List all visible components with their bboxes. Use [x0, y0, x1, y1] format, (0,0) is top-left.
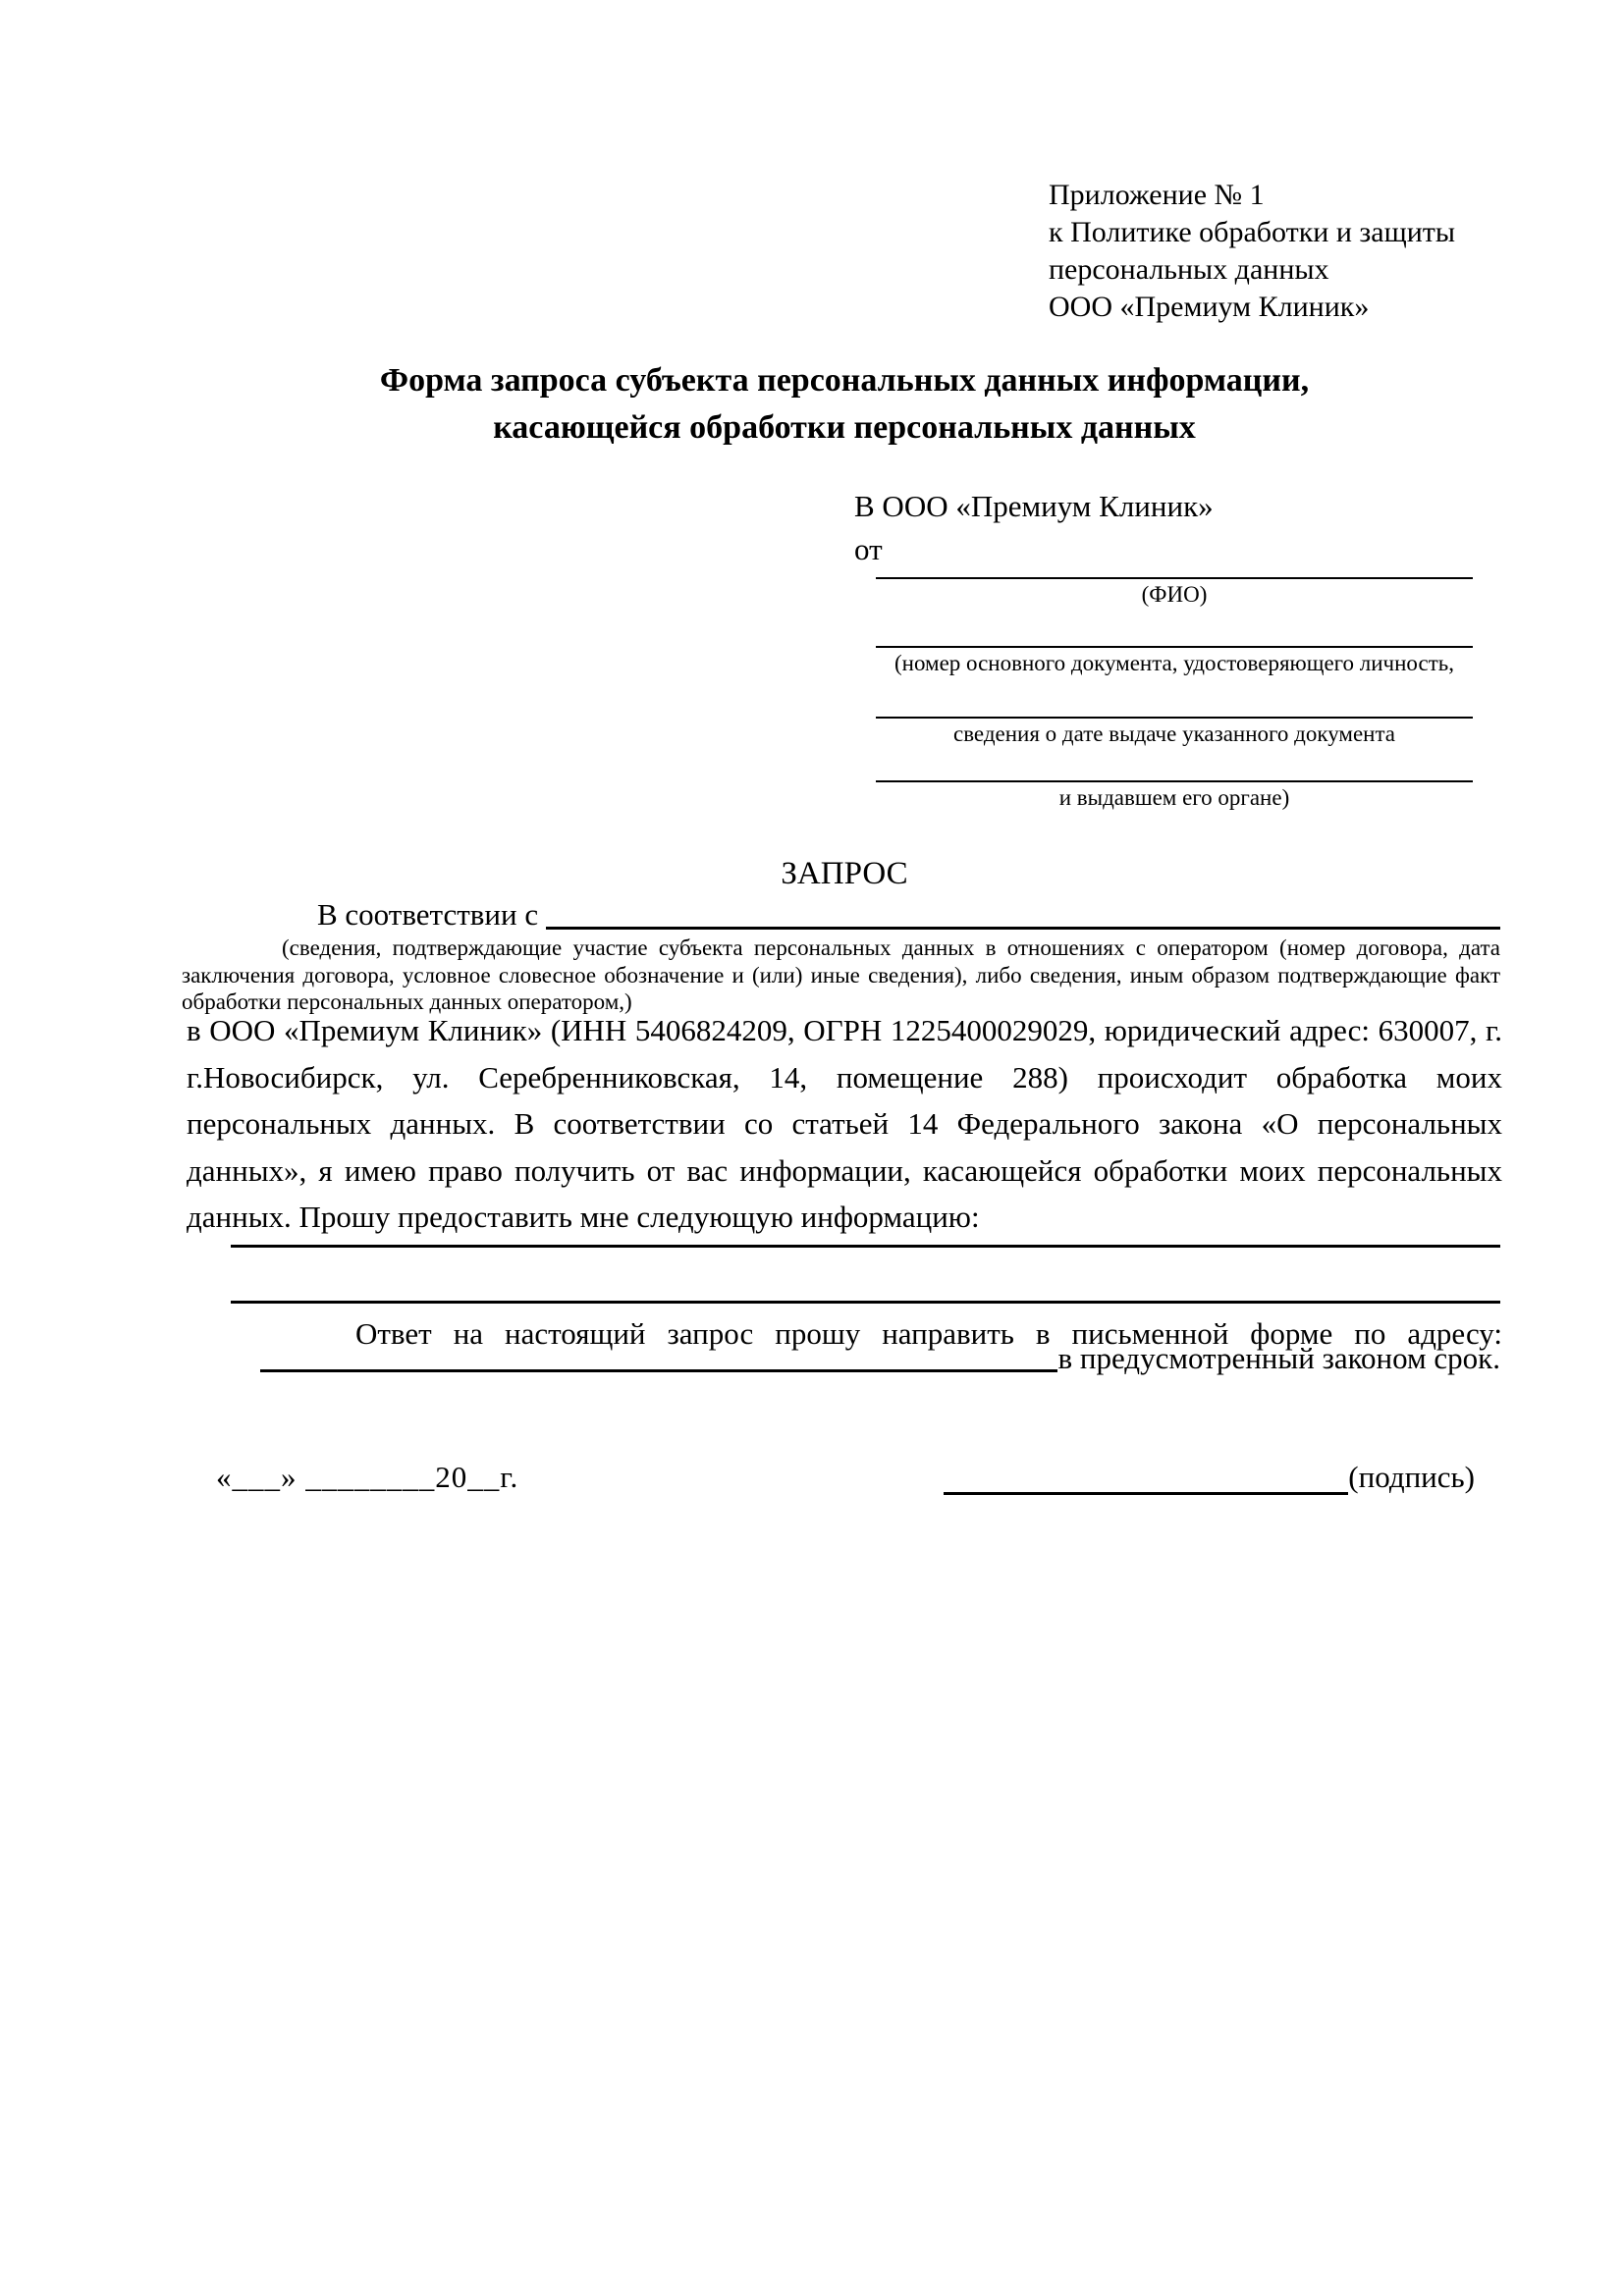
appendix-line: Приложение № 1	[1049, 179, 1265, 211]
doc-number-blank-line	[876, 646, 1473, 648]
document-title-line1: Форма запроса субъекта персональных данных информации,	[379, 362, 1310, 399]
intro-prefix: В соответствии с	[317, 897, 539, 932]
signature-row	[187, 1460, 1502, 1499]
appendix-line: ООО «Премиум Клиник»	[1049, 291, 1370, 323]
from-label: от	[854, 532, 883, 566]
info-blank-line-2	[231, 1301, 1500, 1304]
signature-caption: (подпись)	[1348, 1460, 1475, 1494]
answer-indent	[187, 1343, 260, 1374]
fio-blank-line	[876, 577, 1473, 579]
address-blank-line	[260, 1343, 1057, 1372]
appendix-block	[1049, 177, 1455, 326]
issue-date-caption: сведения о дате выдаче указанного документа	[952, 721, 1396, 746]
document-title	[187, 357, 1502, 452]
appendix-line: к Политике обработки и защиты	[1049, 216, 1456, 248]
issuer-caption: и выдавшем его органе)	[1058, 785, 1290, 810]
issue-date-blank-line	[876, 717, 1473, 719]
date-blank: «___» ________20__г.	[216, 1460, 519, 1494]
organization-name: В ООО «Премиум Клиник»	[854, 489, 1214, 523]
addressee-block	[854, 489, 1475, 823]
fio-caption: (ФИО)	[1141, 582, 1208, 607]
intro-blank-line	[546, 895, 1500, 930]
answer-address-row	[187, 1343, 1500, 1374]
signature-part	[944, 1460, 1475, 1495]
doc-number-caption: (номер основного документа, удостоверяющего личность,	[893, 651, 1454, 675]
body-paragraph: в ООО «Премиум Клиник» (ИНН 5406824209, ОГРН 1225400029029, юридический адрес: 630007, г. г.Новосибирск, ул. Серебренниковская, 14, помещение 288) происходит обработка моих персональных данных. В соответствии со статьей 14 Федерального закона «О персональных данных», я имею право получить от вас информации, касающейся обработки моих персональных данных. Прошу предоставить мне следующую информацию:	[187, 1013, 1502, 1234]
document-title-line2: касающейся обработки персональных данных	[493, 409, 1196, 446]
answer-sentence: Ответ на настоящий запрос прошу направить в письменной форме по адресу:	[355, 1316, 1502, 1351]
request-heading: ЗАПРОС	[781, 856, 908, 891]
intro-row	[187, 895, 1500, 934]
info-blank-line-1	[231, 1245, 1500, 1248]
footnote-text: (сведения, подтверждающие участие субъекта персональных данных в отношениях с оператором (номер договора, дата заключения договора, условное словесное обозначение и (или) иные сведения), либо сведения, иным образом подтверждающие факт обработки персональных данных оператором,)	[182, 935, 1500, 1014]
signature-blank-line	[944, 1461, 1348, 1495]
appendix-line: персональных данных	[1049, 253, 1329, 286]
issuer-blank-line	[876, 780, 1473, 782]
answer-suffix: в предусмотренный законом срок.	[1057, 1341, 1500, 1375]
